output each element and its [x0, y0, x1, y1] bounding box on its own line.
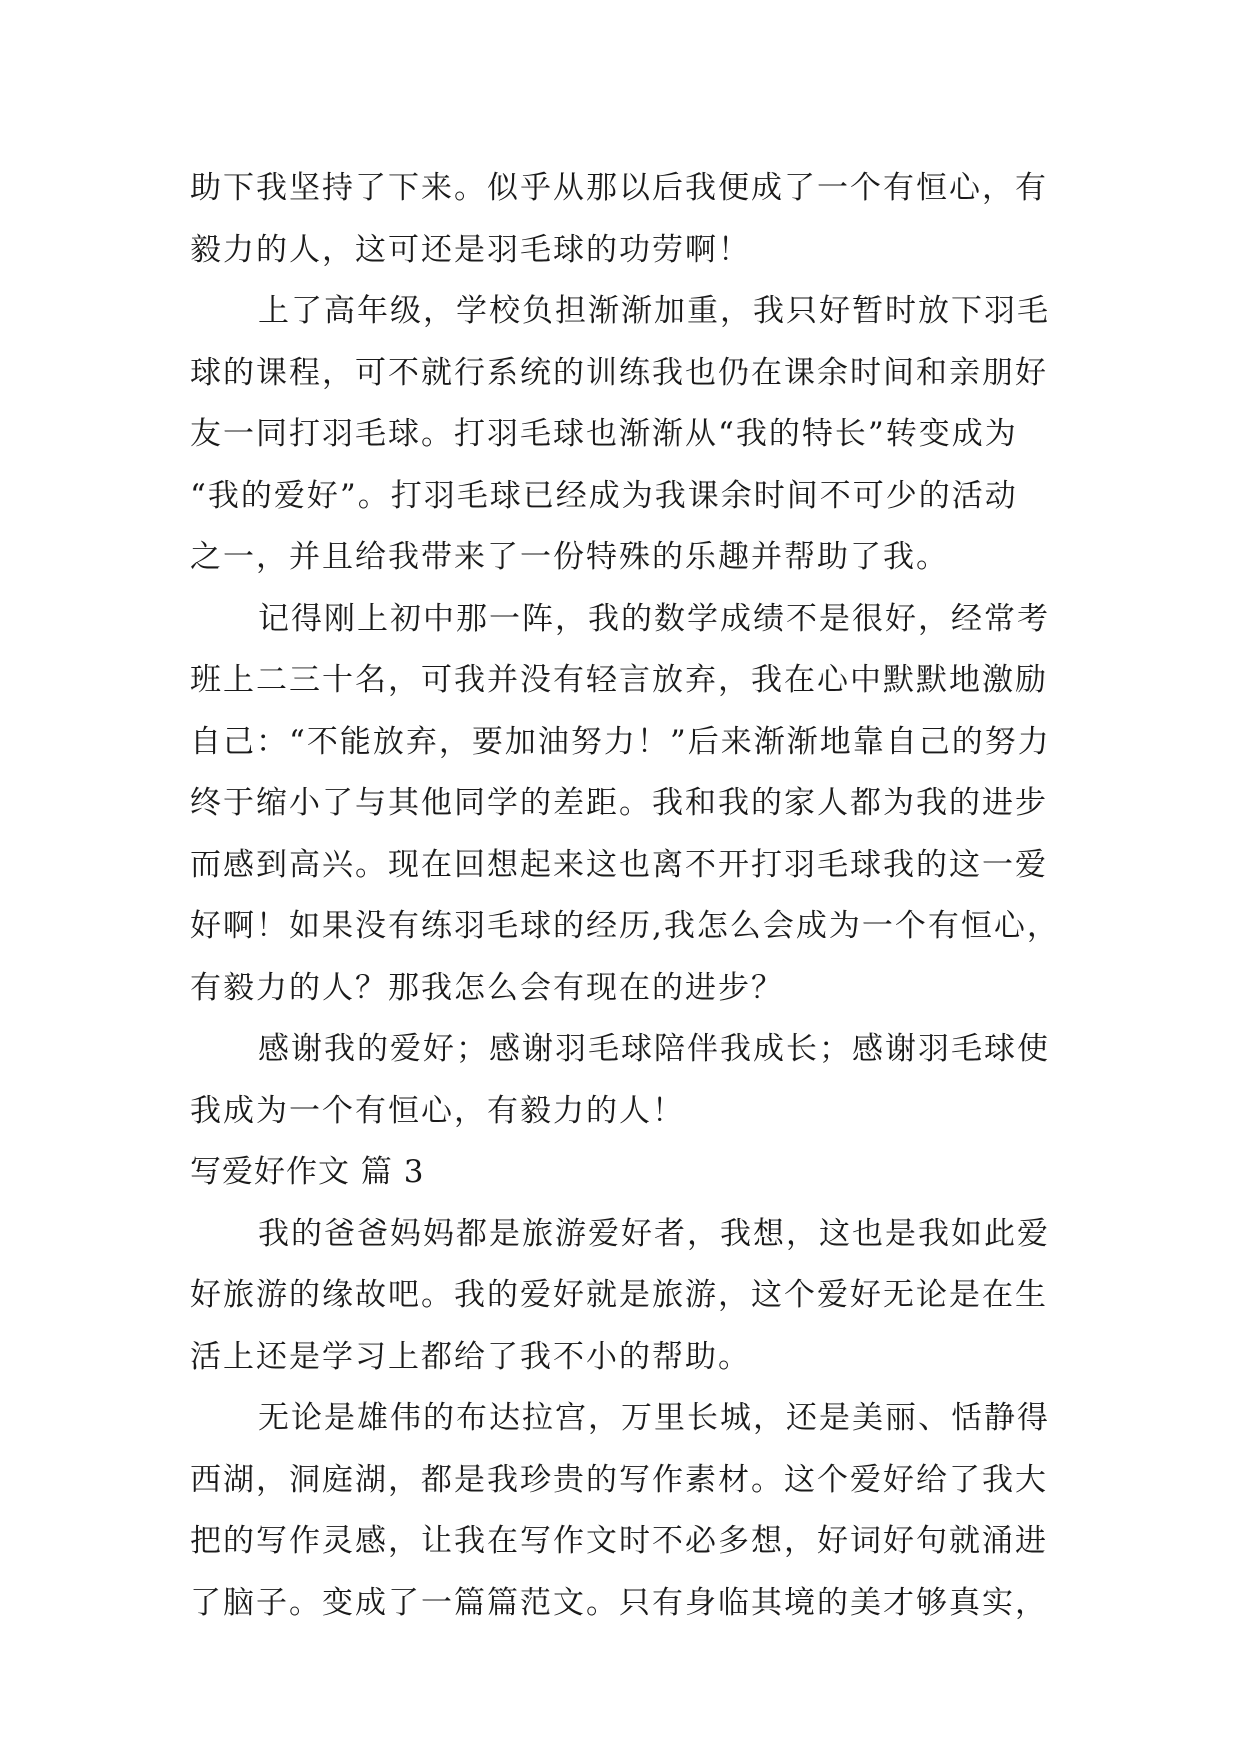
text-line: 自己：“不能放弃，要加油努力！”后来渐渐地靠自己的努力: [190, 723, 1051, 760]
essay-body: [190, 158, 1060, 1634]
text-line: 把的写作灵感，让我在写作文时不必多想，好词好句就涌进: [190, 1523, 1048, 1559]
text-line: 了脑子。变成了一篇篇范文。只有身临其境的美才够真实，: [190, 1584, 1048, 1621]
text-line: 友一同打羽毛球。打羽毛球也渐渐从“我的特长”转变成为: [190, 416, 1018, 452]
paragraph-first-line: 无论是雄伟的布达拉宫，万里长城，还是美丽、恬静得: [258, 1400, 1050, 1436]
text-line: 好啊！如果没有练羽毛球的经历,我怎么会成为一个有恒心，: [190, 908, 1060, 944]
paragraph-first-line: 上了高年级，学校负担渐渐加重，我只好暂时放下羽毛: [258, 293, 1050, 329]
text-line: 之一，并且给我带来了一份特殊的乐趣并帮助了我。: [190, 539, 949, 575]
text-line: 班上二三十名，可我并没有轻言放弃，我在心中默默地激励: [190, 662, 1048, 698]
paragraph-first-line: 感谢我的爱好；感谢羽毛球陪伴我成长；感谢羽毛球使: [258, 1031, 1050, 1067]
text-line: 好旅游的缘故吧。我的爱好就是旅游，这个爱好无论是在生: [190, 1277, 1048, 1313]
text-line: 西湖，洞庭湖，都是我珍贵的写作素材。这个爱好给了我大: [190, 1461, 1048, 1498]
paragraph-first-line: 我的爸爸妈妈都是旅游爱好者，我想，这也是我如此爱: [258, 1215, 1050, 1252]
text-line: “我的爱好”。打羽毛球已经成为我课余时间不可少的活动: [190, 477, 1018, 514]
text-line: 助下我坚持了下来。似乎从那以后我便成了一个有恒心，有: [190, 170, 1048, 206]
text-line: 我成为一个有恒心，有毅力的人！: [190, 1092, 685, 1129]
text-line: 毅力的人，这可还是羽毛球的功劳啊！: [190, 231, 751, 268]
paragraph-first-line: 记得刚上初中那一阵，我的数学成绩不是很好，经常考: [258, 600, 1050, 637]
text-line: 终于缩小了与其他同学的差距。我和我的家人都为我的进步: [190, 785, 1048, 821]
text-line: 活上还是学习上都给了我不小的帮助。: [190, 1338, 751, 1375]
text-line: 球的课程，可不就行系统的训练我也仍在课余时间和亲朋好: [190, 354, 1048, 391]
text-line: 有毅力的人？那我怎么会有现在的进步？: [190, 969, 784, 1006]
section-heading: 写爱好作文 篇 3: [190, 1154, 425, 1190]
text-line: 而感到高兴。现在回想起来这也离不开打羽毛球我的这一爱: [190, 846, 1048, 883]
